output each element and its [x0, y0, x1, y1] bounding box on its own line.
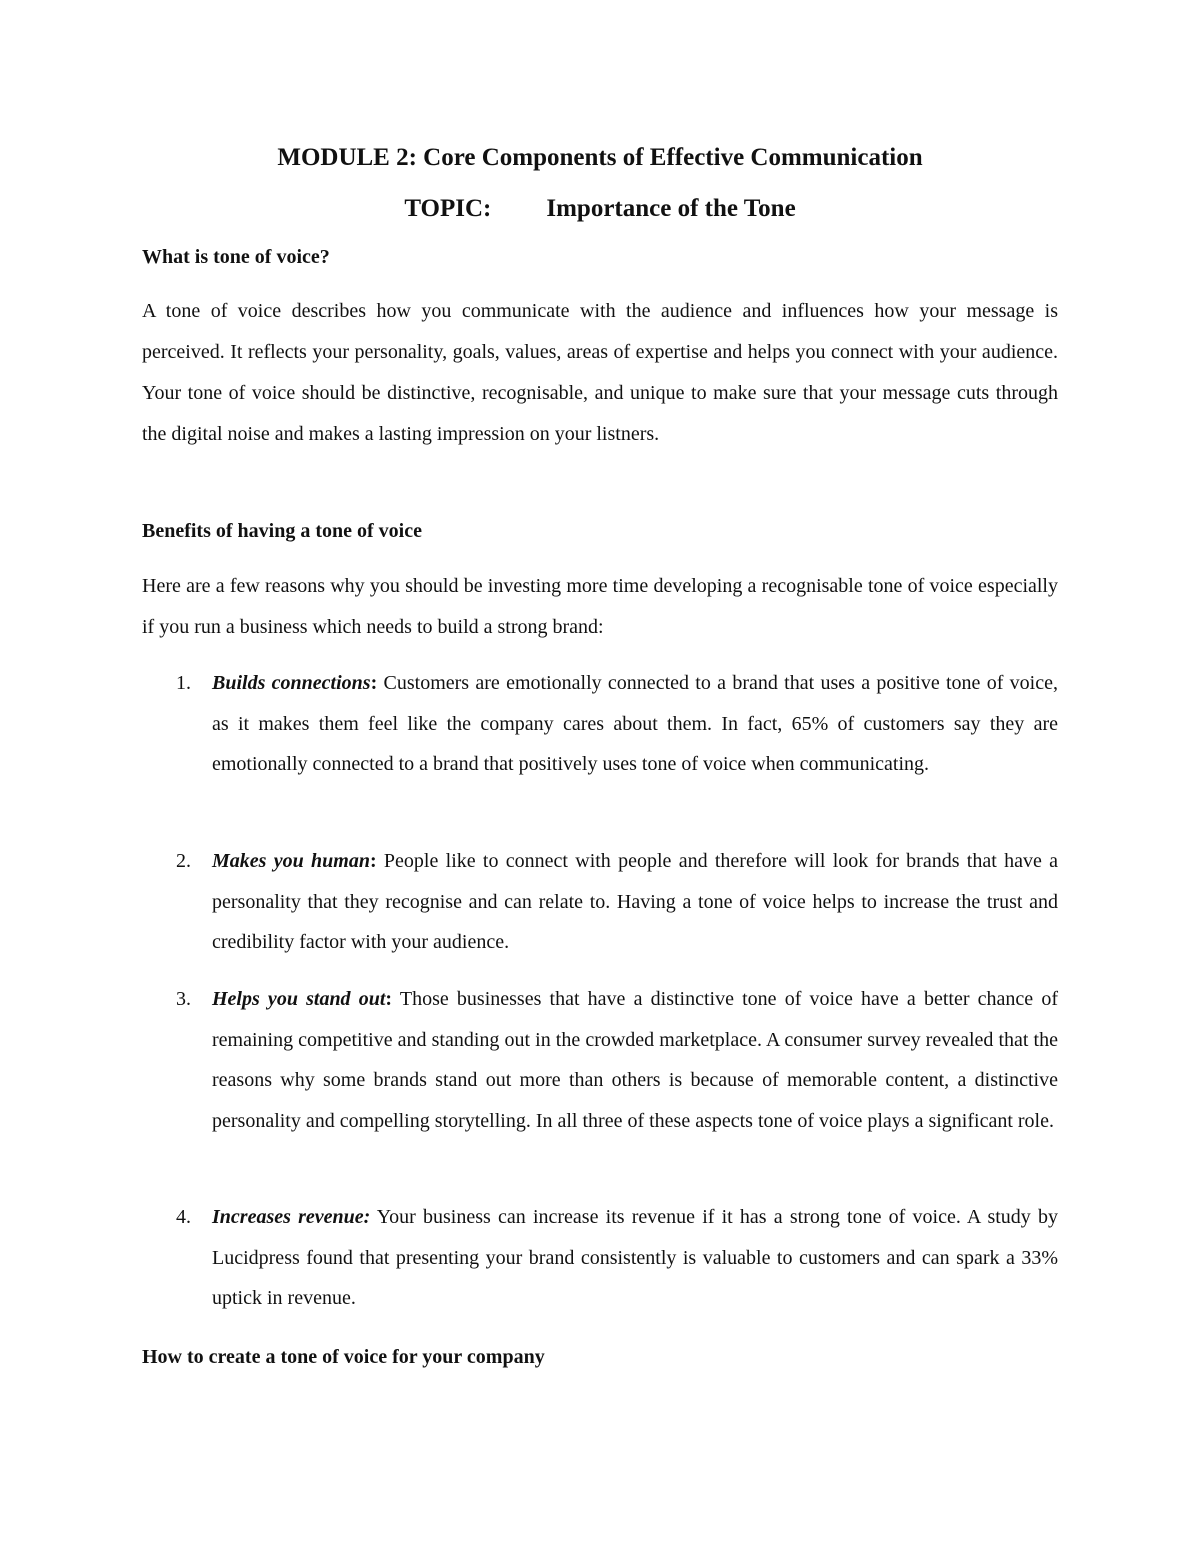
list-item-text: Customers are emotionally connected to a brand that uses a positive tone of voice, as it makes them feel like the company cares about them. In fact, 65% of customers say they are emotionally connected to a brand that positively uses tone of voice when communicating. — [212, 672, 1058, 775]
section-heading-benefits: Benefits of having a tone of voice — [142, 520, 422, 542]
list-item-number: 3. — [176, 988, 191, 1010]
list-item-makes-you-human — [142, 841, 1058, 963]
list-item-text: Your business can increase its revenue if it has a strong tone of voice. A study by Lucidpress found that presenting your brand consistently is valuable to customers and can spark a 33% uptick in revenue. — [212, 1206, 1058, 1309]
list-item-body — [212, 1197, 1058, 1319]
list-item-body — [212, 841, 1058, 963]
list-item-increases-revenue — [142, 1197, 1058, 1319]
list-item-helps-you-stand-out — [142, 979, 1058, 1141]
module-title: MODULE 2: Core Components of Effective Communication — [277, 144, 923, 171]
topic-title — [0, 193, 1200, 225]
list-item-separator: : — [385, 988, 393, 1010]
topic-value: Importance of the Tone — [546, 195, 796, 222]
list-item-text: Those businesses that have a distinctive tone of voice have a better chance of remaining competitive and standing out in the crowded marketplace. A consumer survey revealed that the reasons why some brands stand out more than others is because of memorable content, a distinctive personality and compelling storytelling. In all three of these aspects tone of voice plays a significant role. — [212, 988, 1058, 1132]
section-heading-what-is-tone: What is tone of voice? — [142, 246, 330, 268]
list-item-body — [212, 979, 1058, 1141]
list-item-separator: : — [369, 850, 377, 872]
list-item-term: Helps you stand out — [212, 988, 386, 1010]
section-heading-how-to-create: How to create a tone of voice for your company — [142, 1346, 545, 1368]
list-item-builds-connections — [142, 663, 1058, 785]
list-item-text: People like to connect with people and therefore will look for brands that have a personality that they recognise and can relate to. Having a tone of voice helps to increase the trust and credibility factor with your audience. — [212, 850, 1058, 953]
list-item-number: 2. — [176, 850, 191, 872]
topic-label: TOPIC: — [404, 195, 492, 222]
list-item-separator: : — [370, 672, 378, 694]
list-item-term: Makes you human — [212, 850, 370, 872]
tone-definition-paragraph: A tone of voice describes how you communicate with the audience and influences how your message is perceived. It reflects your personality, goals, values, areas of expertise and helps you connect with your audience. Your tone of voice should be distinctive, recognisable, and unique to make sure that your message cuts through the digital noise and makes a lasting impression on your listners. — [142, 300, 1058, 445]
list-item-number: 4. — [176, 1206, 191, 1228]
list-item-term: Increases revenue: — [212, 1206, 371, 1228]
list-item-body — [212, 663, 1058, 785]
list-item-term: Builds connections — [212, 672, 371, 694]
list-item-number: 1. — [176, 672, 191, 694]
benefits-intro-paragraph: Here are a few reasons why you should be investing more time developing a recognisable tone of voice especially if you run a business which needs to build a strong brand: — [142, 575, 1058, 638]
